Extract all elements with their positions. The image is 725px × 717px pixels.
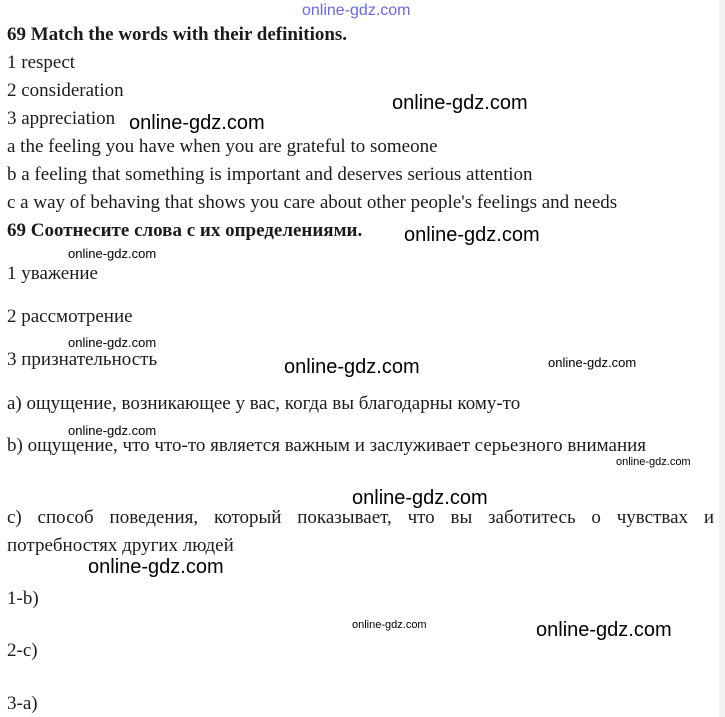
english-definition-c: c a way of behaving that shows you care about other people's feelings and needs [7,192,618,213]
russian-word-1: 1 уважение [7,263,98,284]
english-word-3: 3 appreciation [7,108,116,129]
watermark: online-gdz.com [88,556,224,578]
page-edge [719,0,725,717]
english-word-1: 1 respect [7,52,76,73]
english-word-2: 2 consideration [7,80,124,101]
watermark: online-gdz.com [616,456,691,468]
russian-heading: 69 Соотнесите слова с их определениями. [7,220,363,241]
watermark: online-gdz.com [548,355,637,370]
watermark: online-gdz.com [352,619,427,631]
russian-definition-b: b) ощущение, что что-то является важным и заслуживает серьезного внимания [7,435,647,456]
english-heading: 69 Match the words with their definitions. [7,24,348,45]
russian-word-2: 2 рассмотрение [7,306,133,327]
watermark: online-gdz.com [536,619,672,641]
english-definition-a: a the feeling you have when you are grateful to someone [7,136,438,157]
russian-definition-a: а) ощущение, возникающее у вас, когда вы благодарны кому-то [7,393,521,414]
watermark: online-gdz.com [284,356,420,378]
watermark: online-gdz.com [68,423,157,438]
watermark: online-gdz.com [392,92,528,114]
watermark: online-gdz.com [404,224,540,246]
answer-1: 1-b) [7,588,39,609]
answer-3: 3-a) [7,693,38,714]
watermark: online-gdz.com [129,112,265,134]
watermark: online-gdz.com [352,487,488,509]
watermark: online-gdz.com [68,335,157,350]
watermark: online-gdz.com [68,246,157,261]
answer-2: 2-c) [7,640,38,661]
watermark-top: online-gdz.com [302,2,411,19]
english-definition-b: b a feeling that something is important and deserves serious attention [7,164,533,185]
russian-word-3: 3 признательность [7,349,158,370]
russian-definition-c: с) способ поведения, который показывает, что вы заботитесь о чувствах и потребностях других людей [7,507,714,556]
